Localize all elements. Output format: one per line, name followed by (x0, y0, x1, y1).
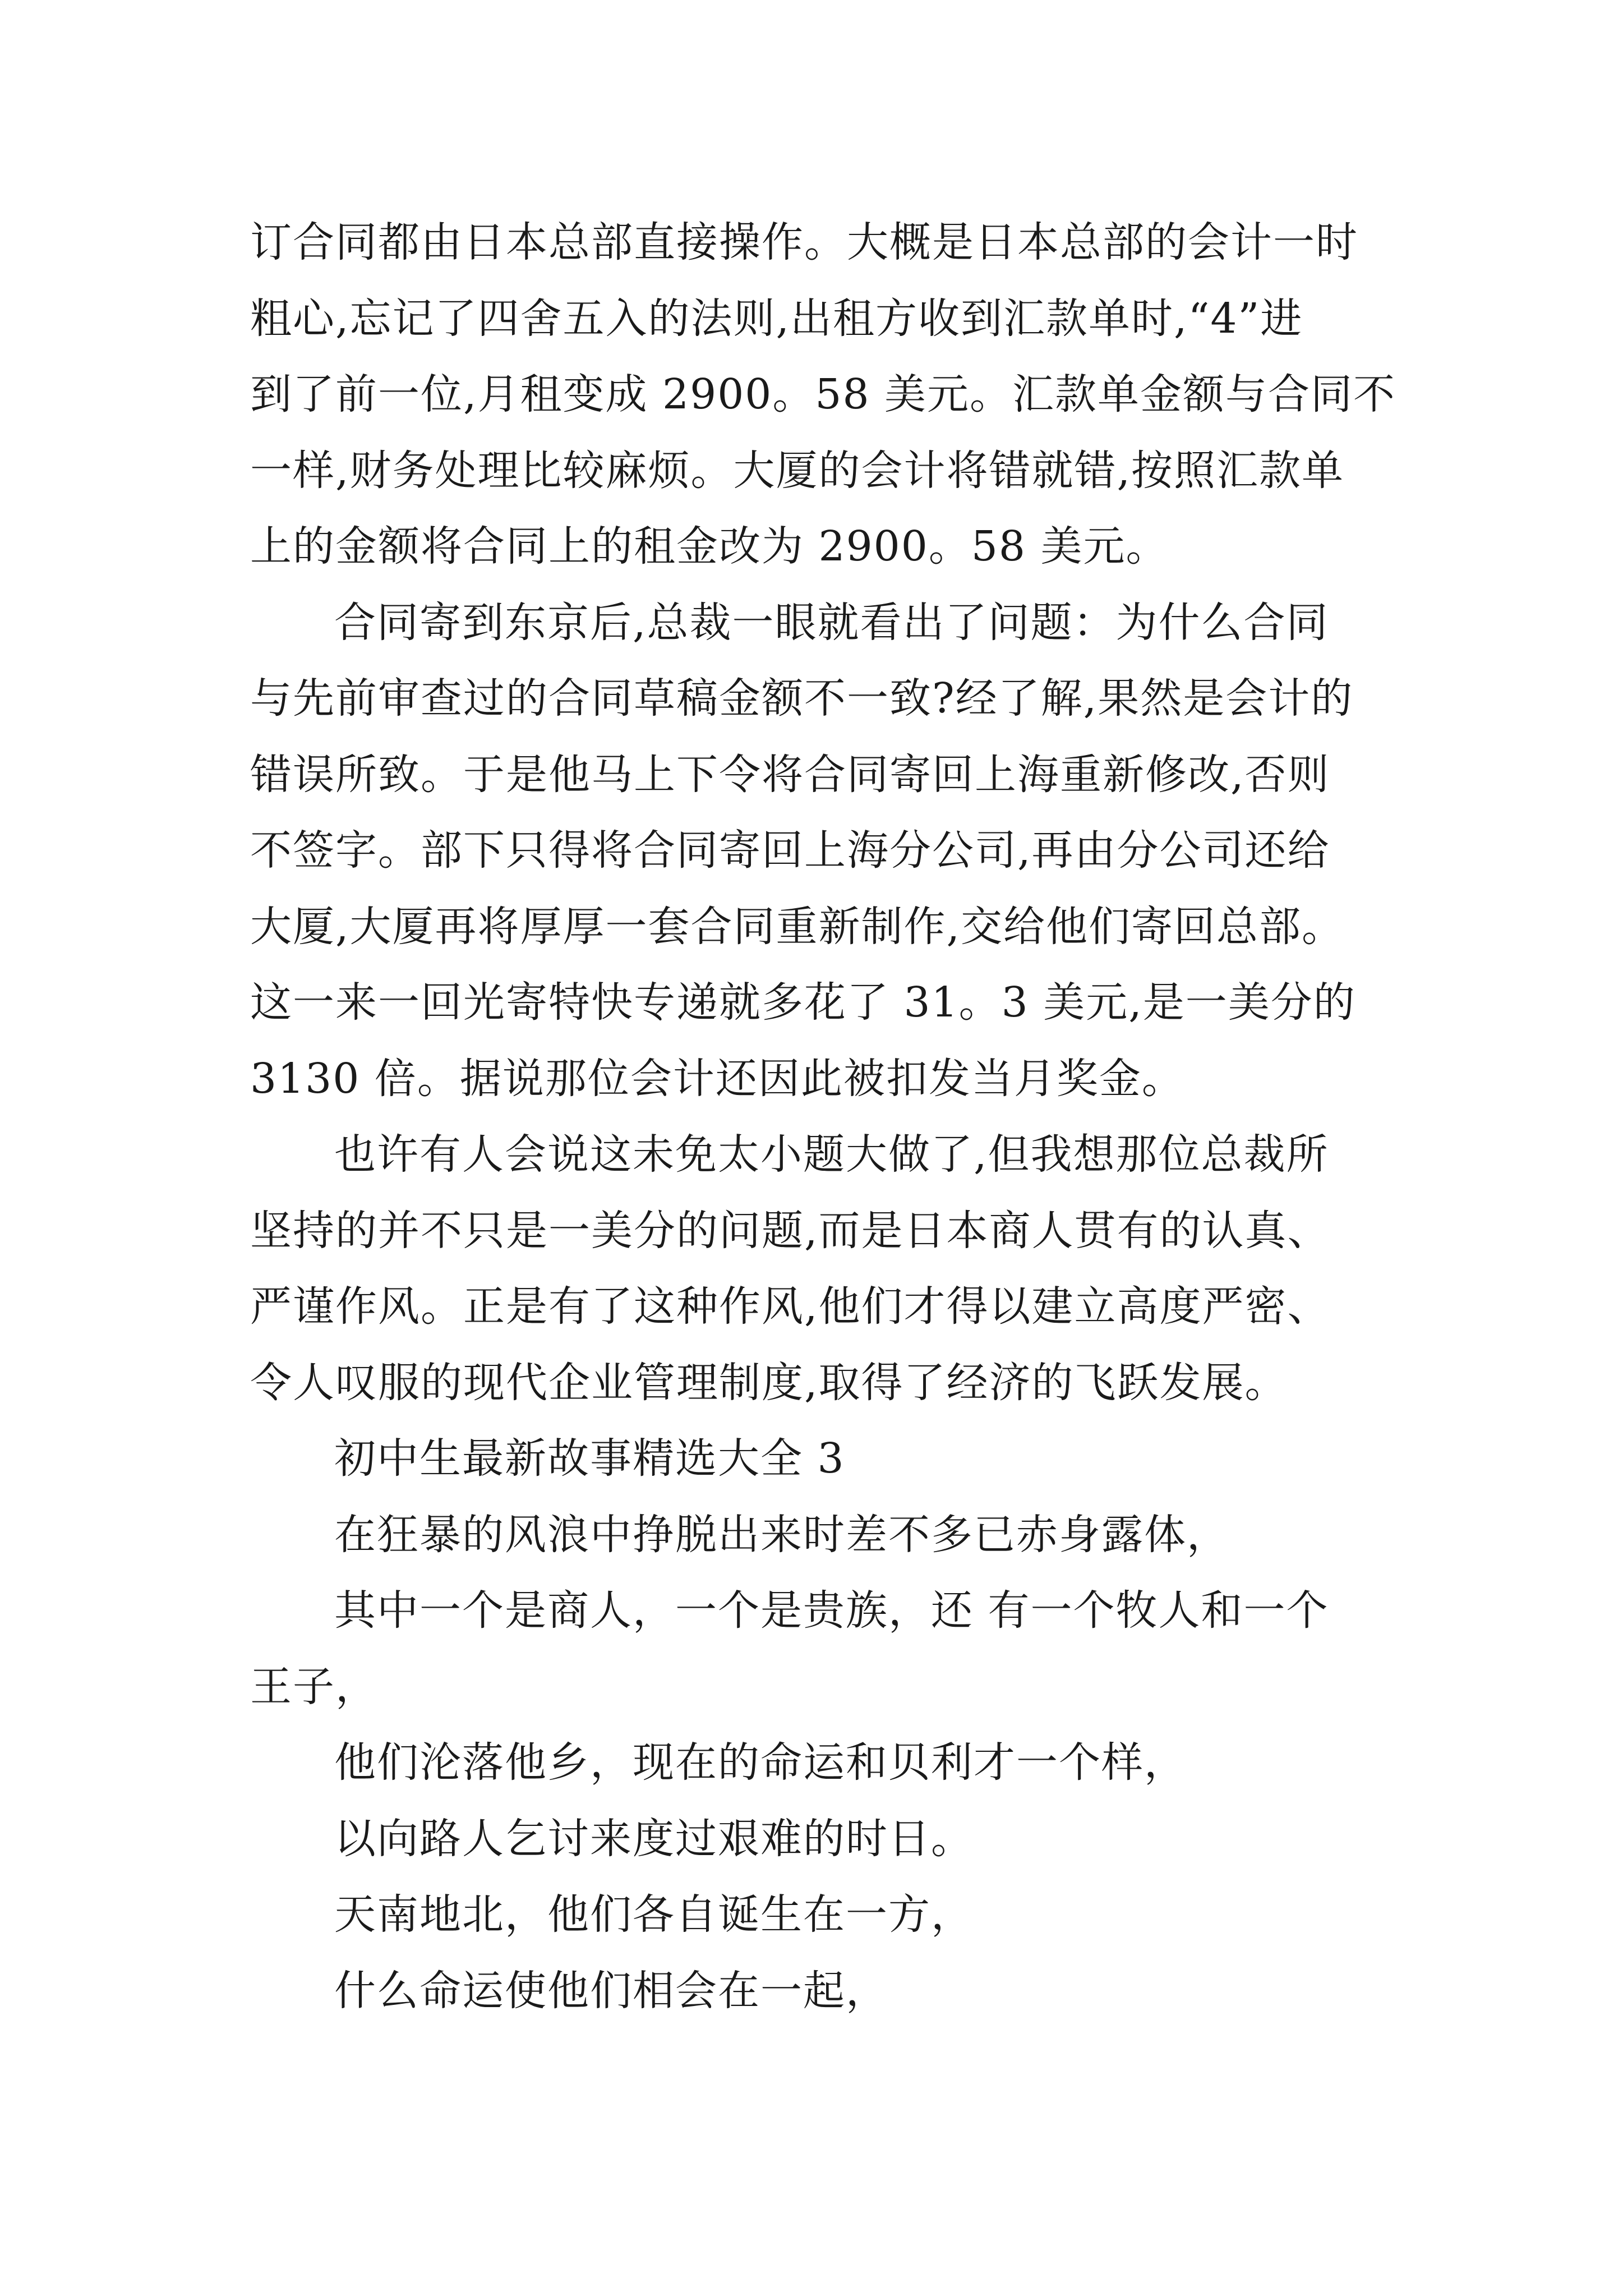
poem-line: 王子， (250, 1662, 378, 1711)
text-line: 粗心,忘记了四舍五入的法则,出租方收到汇款单时,“4”进 (250, 294, 1303, 343)
text-line: 与先前审查过的合同草稿金额不一致?经了解,果然是会计的 (250, 674, 1354, 723)
poem-line: 天南地北，他们各自诞生在一方， (334, 1890, 974, 1939)
poem-line: 其中一个是商人，一个是贵族，还 有一个牧人和一个 (334, 1586, 1329, 1635)
text-line: 上的金额将合同上的租金改为 2900。58 美元。 (250, 522, 1169, 570)
poem-line: 以向路人乞讨来度过艰难的时日。 (334, 1814, 974, 1863)
document-body (250, 205, 1394, 2029)
poem-line: 什么命运使他们相会在一起， (334, 1966, 888, 2015)
paragraph-start-line: 合同寄到东京后,总裁一眼就看出了问题：为什么合同 (334, 598, 1329, 647)
text-line: 错误所致。于是他马上下令将合同寄回上海重新修改,否则 (250, 750, 1330, 799)
text-line: 令人叹服的现代企业管理制度,取得了经济的飞跃发展。 (250, 1358, 1288, 1407)
section-heading: 初中生最新故事精选大全 3 (334, 1434, 845, 1483)
text-line: 订合同都由日本总部直接操作。大概是日本总部的会计一时 (250, 218, 1358, 266)
text-line: 一样,财务处理比较麻烦。大厦的会计将错就错,按照汇款单 (250, 446, 1345, 495)
text-line: 严谨作风。正是有了这种作风,他们才得以建立高度严密、 (250, 1282, 1330, 1331)
text-line: 大厦,大厦再将厚厚一套合同重新制作,交给他们寄回总部。 (250, 902, 1345, 951)
text-line: 3130 倍。据说那位会计还因此被扣发当月奖金。 (250, 1054, 1184, 1103)
text-line: 不签字。部下只得将合同寄回上海分公司,再由分公司还给 (250, 826, 1330, 875)
text-line: 这一来一回光寄特快专递就多花了 31。3 美元,是一美分的 (250, 978, 1356, 1027)
paragraph-start-line: 也许有人会说这未免太小题大做了,但我想那位总裁所 (334, 1130, 1329, 1179)
poem-line: 他们沦落他乡，现在的命运和贝利才一个样， (334, 1738, 1187, 1787)
text-line: 坚持的并不只是一美分的问题,而是日本商人贯有的认真、 (250, 1206, 1330, 1255)
poem-line: 在狂暴的风浪中挣脱出来时差不多已赤身露体， (334, 1510, 1229, 1559)
text-line: 到了前一位,月租变成 2900。58 美元。汇款单金额与合同不 (250, 370, 1396, 418)
